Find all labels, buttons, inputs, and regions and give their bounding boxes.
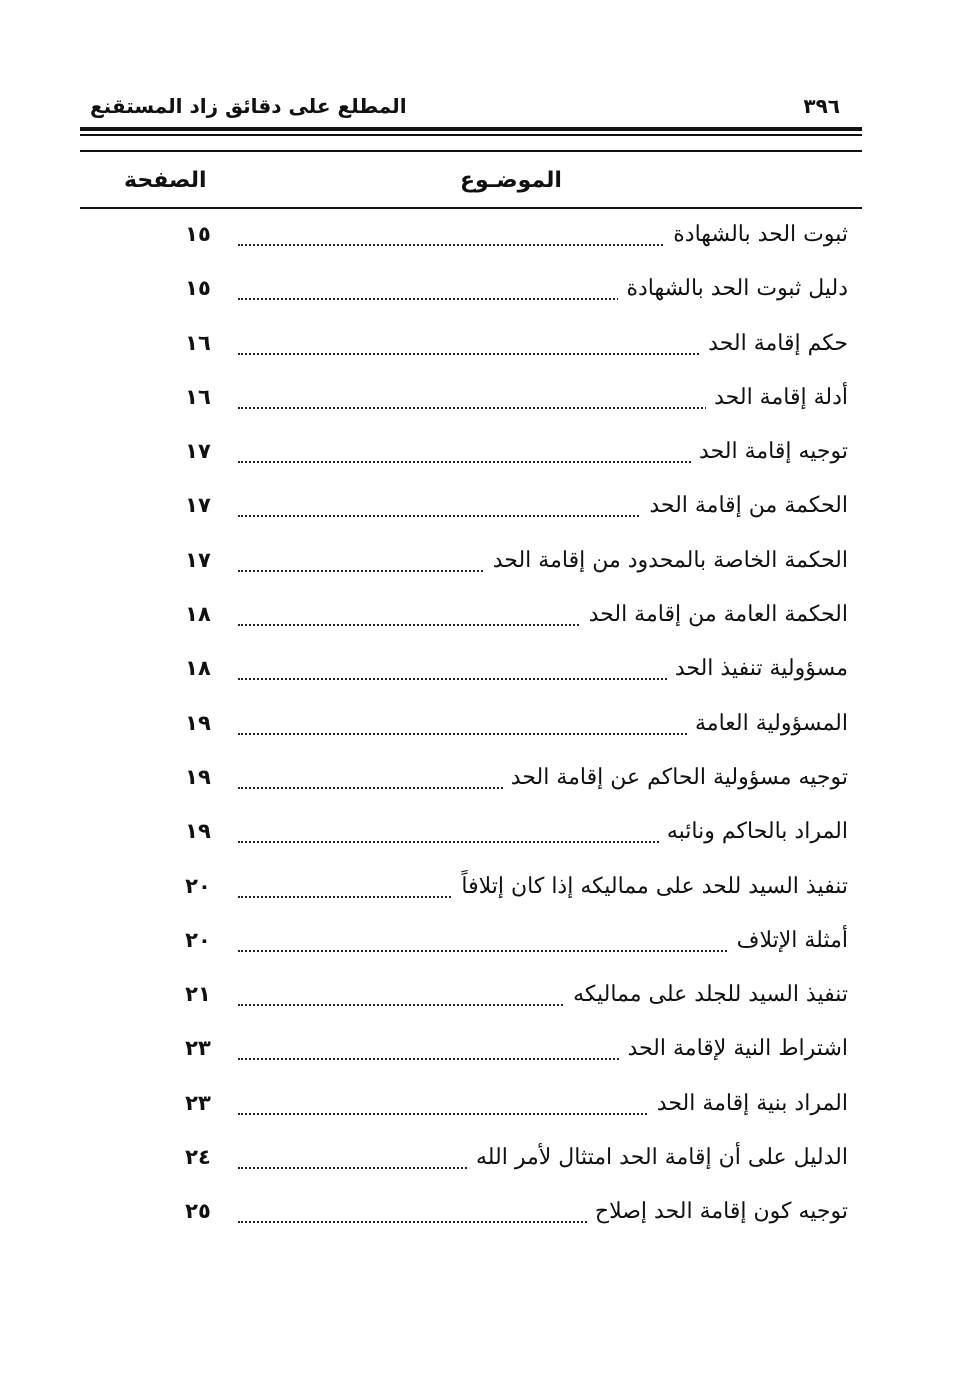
entry-page-number: ٢٠ bbox=[185, 927, 211, 952]
entry-title: توجيه كون إقامة الحد إصلاح bbox=[587, 1199, 848, 1224]
toc-entry bbox=[0, 701, 956, 755]
toc-entry bbox=[0, 972, 956, 1026]
toc-entry bbox=[0, 429, 956, 483]
entry-title: المراد بالحاكم ونائبه bbox=[659, 819, 848, 844]
entry-title: دليل ثبوت الحد بالشهادة bbox=[618, 276, 848, 301]
page-number: ٣٩٦ bbox=[803, 94, 840, 118]
entry-page-number: ١٥ bbox=[185, 276, 211, 301]
toc-entry bbox=[0, 918, 956, 972]
header-rule-thick bbox=[80, 127, 862, 131]
book-title: المطلع على دقائق زاد المستقنع bbox=[90, 94, 407, 118]
toc-entry bbox=[0, 1135, 956, 1189]
entry-page-number: ١٧ bbox=[185, 493, 211, 518]
entry-title: الحكمة العامة من إقامة الحد bbox=[581, 602, 848, 627]
entry-page-number: ١٩ bbox=[185, 764, 211, 789]
entry-page-number: ٢٣ bbox=[185, 1090, 211, 1115]
toc-entry bbox=[0, 483, 956, 537]
entry-page-number: ١٥ bbox=[185, 222, 211, 246]
entry-title: الحكمة من إقامة الحد bbox=[641, 493, 848, 518]
toc-entry bbox=[0, 646, 956, 700]
entry-title: اشتراط النية لإقامة الحد bbox=[619, 1036, 848, 1061]
toc-column-headers bbox=[80, 162, 860, 206]
toc-entry bbox=[0, 864, 956, 918]
entry-title: الدليل على أن إقامة الحد امتثال لأمر الله bbox=[468, 1145, 848, 1170]
toc-entry bbox=[0, 1026, 956, 1080]
toc-entry bbox=[0, 809, 956, 863]
toc-entry bbox=[0, 321, 956, 375]
toc-entry bbox=[0, 538, 956, 592]
entry-title: تنفيذ السيد للجلد على مماليكه bbox=[565, 982, 848, 1007]
page-column-header: الصفحة bbox=[124, 168, 207, 193]
entry-title: أمثلة الإتلاف bbox=[729, 928, 848, 953]
entry-page-number: ٢٣ bbox=[185, 1036, 211, 1061]
entry-page-number: ١٦ bbox=[185, 330, 211, 355]
toc-list bbox=[0, 212, 956, 1244]
table-top-rule bbox=[80, 150, 862, 152]
toc-entry bbox=[0, 592, 956, 646]
entry-page-number: ١٩ bbox=[185, 710, 211, 735]
toc-entry bbox=[0, 755, 956, 809]
entry-page-number: ٢٠ bbox=[185, 873, 211, 898]
entry-title: حكم إقامة الحد bbox=[700, 331, 848, 356]
header-rule-thin bbox=[80, 134, 862, 136]
toc-entry bbox=[0, 1081, 956, 1135]
entry-title: توجيه مسؤولية الحاكم عن إقامة الحد bbox=[503, 765, 848, 790]
toc-entry bbox=[0, 266, 956, 320]
entry-title: ثبوت الحد بالشهادة bbox=[665, 222, 848, 247]
entry-title: المراد بنية إقامة الحد bbox=[649, 1091, 848, 1116]
toc-entry bbox=[0, 375, 956, 429]
entry-page-number: ١٨ bbox=[185, 602, 211, 627]
running-header bbox=[80, 88, 860, 128]
entry-page-number: ٢٤ bbox=[185, 1145, 211, 1170]
entry-page-number: ١٨ bbox=[185, 656, 211, 681]
entry-page-number: ١٧ bbox=[185, 439, 211, 464]
entry-page-number: ١٧ bbox=[185, 547, 211, 572]
entry-page-number: ٢١ bbox=[185, 982, 211, 1007]
entry-page-number: ١٦ bbox=[185, 384, 211, 409]
toc-entry bbox=[0, 212, 956, 266]
entry-page-number: ٢٥ bbox=[185, 1199, 211, 1224]
entry-title: مسؤولية تنفيذ الحد bbox=[667, 656, 848, 681]
entry-title: توجيه إقامة الحد bbox=[691, 439, 848, 464]
toc-entry bbox=[0, 1189, 956, 1243]
entry-title: الحكمة الخاصة بالمحدود من إقامة الحد bbox=[485, 548, 848, 573]
topic-column-header: الموضـوع bbox=[460, 168, 562, 193]
entry-title: أدلة إقامة الحد bbox=[706, 385, 848, 410]
entry-page-number: ١٩ bbox=[185, 819, 211, 844]
entry-title: تنفيذ السيد للحد على مماليكه إذا كان إتلافاً bbox=[453, 874, 848, 899]
column-header-rule bbox=[80, 207, 862, 209]
entry-title: المسؤولية العامة bbox=[687, 711, 848, 736]
